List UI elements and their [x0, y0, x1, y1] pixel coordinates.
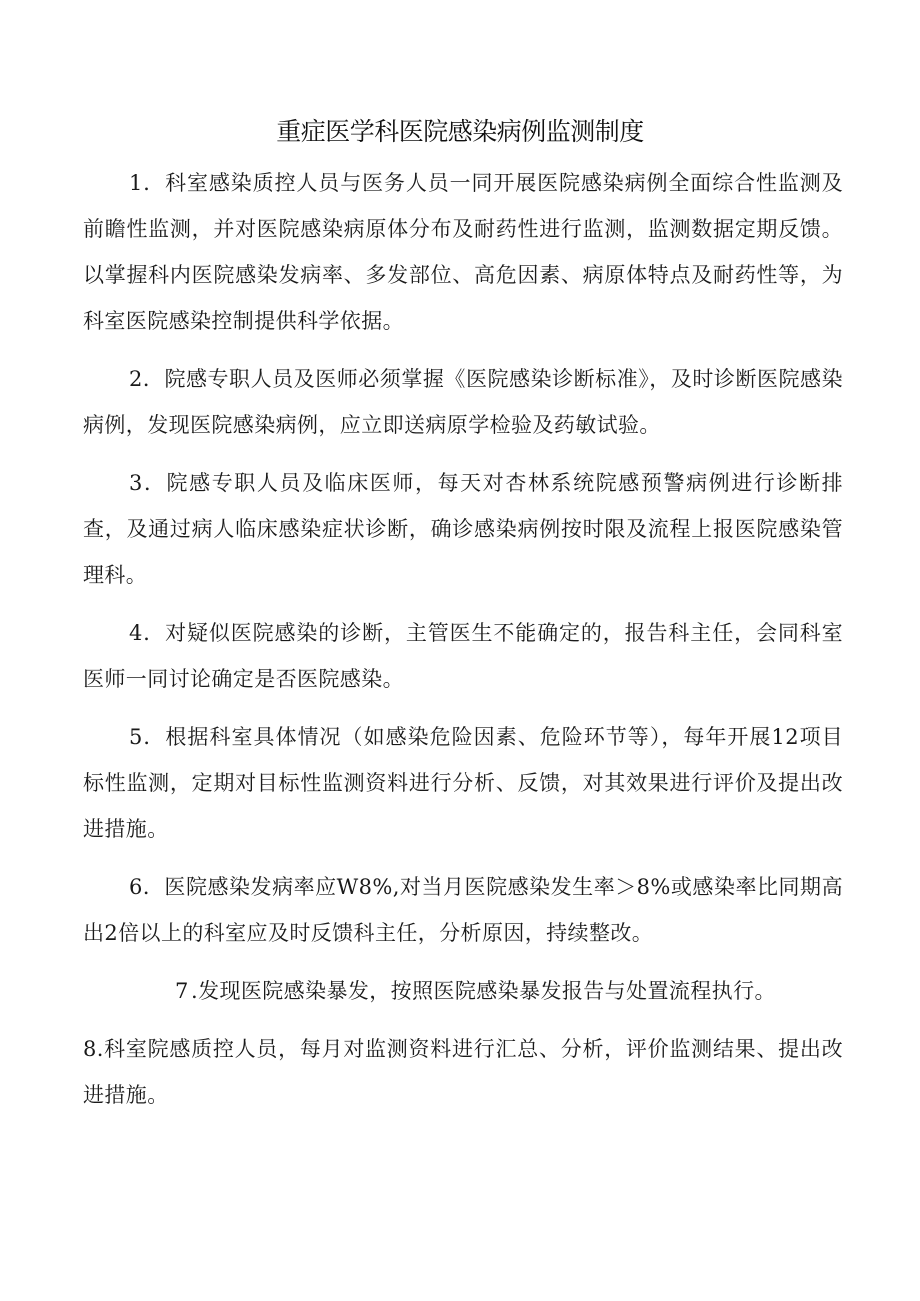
document-body — [83, 160, 843, 1130]
paragraph-text: ．科室感染质控人员与医务人员一同开展医院感染病例全面综合性监测及前瞻性监测，并对医院感染病原体分布及耐药性进行监测，监测数据定期反馈。以掌握科内医院感染发病率、多发部位、高危因素、病原体特点及耐药性等，为科室医院感染控制提供科学依据。 — [83, 171, 843, 333]
paragraph-number: 6 — [129, 875, 143, 899]
paragraph-number: 8 — [83, 1037, 97, 1061]
paragraph-4 — [83, 610, 843, 702]
paragraph-number: 3 — [129, 471, 143, 495]
paragraph-number: 1 — [129, 171, 143, 195]
paragraph-number: 7 — [175, 979, 189, 1003]
paragraph-7 — [83, 968, 843, 1014]
paragraph-number: 4 — [129, 621, 143, 645]
paragraph-text: ．对疑似医院感染的诊断，主管医生不能确定的，报告科主任，会同科室医师一同讨论确定是否医院感染。 — [83, 621, 843, 691]
paragraph-text: .发现医院感染暴发，按照医院感染暴发报告与处置流程执行。 — [191, 979, 776, 1003]
page-title: 重症医学科医院感染病例监测制度 — [276, 117, 644, 146]
paragraph-text: ．院感专职人员及临床医师，每天对杏林系统院感预警病例进行诊断排查，及通过病人临床感染症状诊断，确诊感染病例按时限及流程上报医院感染管理科。 — [83, 471, 843, 587]
paragraph-3 — [83, 460, 843, 598]
paragraph-text: .科室院感质控人员，每月对监测资料进行汇总、分析，评价监测结果、提出改进措施。 — [83, 1037, 843, 1107]
paragraph-text: ．医院感染发病率应W8%,对当月医院感染发生率＞8%或感染率比同期高出2倍以上的科室应及时反馈科主任，分析原因，持续整改。 — [83, 875, 843, 945]
paragraph-6 — [83, 864, 843, 956]
paragraph-2 — [83, 356, 843, 448]
paragraph-5 — [83, 714, 843, 852]
paragraph-1 — [83, 160, 843, 344]
paragraph-number: 2 — [129, 367, 143, 391]
paragraph-text: ．院感专职人员及医师必须掌握《医院感染诊断标准》，及时诊断医院感染病例，发现医院感染病例，应立即送病原学检验及药敏试验。 — [83, 367, 843, 437]
paragraph-number: 5 — [129, 725, 143, 749]
paragraph-text: ．根据科室具体情况（如感染危险因素、危险环节等），每年开展12项目标性监测，定期对目标性监测资料进行分析、反馈，对其效果进行评价及提出改进措施。 — [83, 725, 843, 841]
paragraph-8 — [83, 1026, 843, 1118]
